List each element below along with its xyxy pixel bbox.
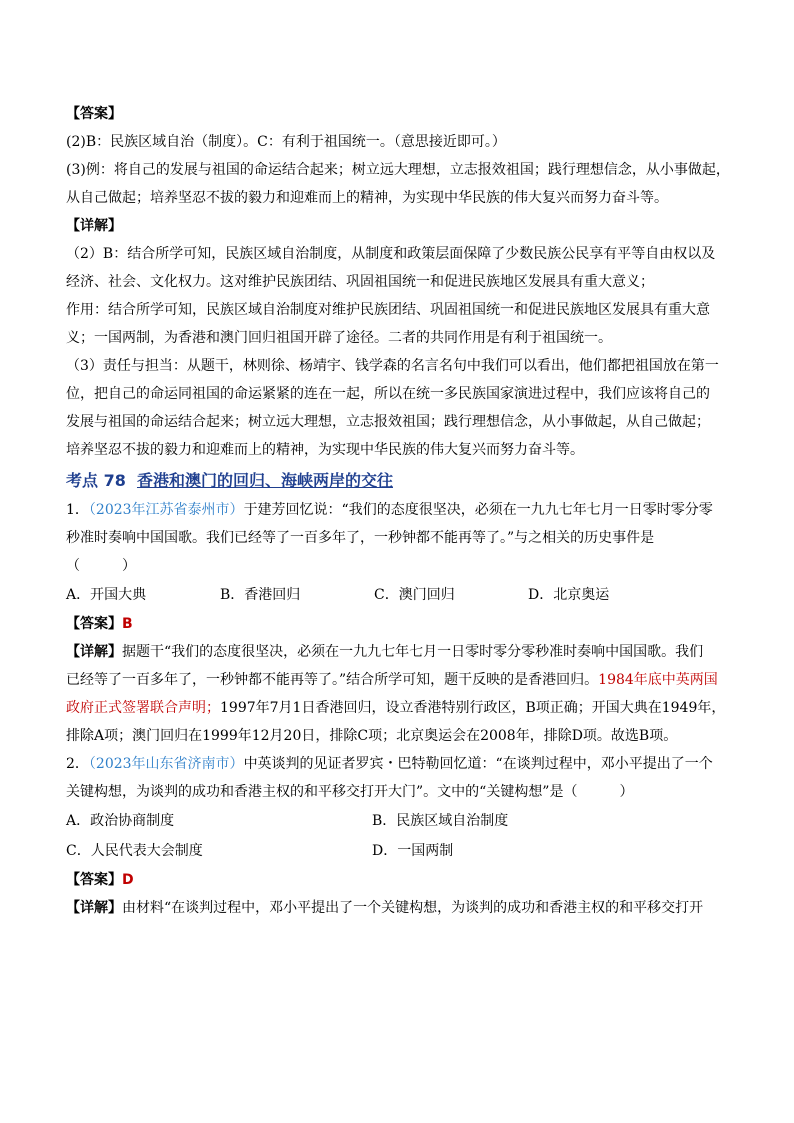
question-2-answer (66, 866, 730, 894)
detail-line (66, 666, 730, 694)
answer-tag: 【答案】 (66, 106, 122, 122)
question-2-options-row-1 (66, 806, 730, 836)
question-1-options (66, 580, 730, 610)
question-source: （2023年江苏省泰州市） (88, 502, 244, 518)
question-stem-text: 中英谈判的见证者罗宾・巴特勒回忆道：“在谈判过程中，邓小平提出了一个 (243, 756, 713, 772)
detail-tag: 【详解】 (66, 218, 122, 234)
option-b: B．民族区域自治制度 (372, 813, 509, 829)
detail-text: 已经等了一百多年了，一秒钟都不能再等了。”结合所学可知，题干反映的是香港回归。 (66, 672, 599, 688)
option-d: D．北京奥运 (528, 587, 610, 603)
question-2-detail (66, 894, 730, 922)
option-c: C．人民代表大会制度 (66, 843, 203, 859)
detail-line: （2）B：结合所学可知，民族区域自治制度，从制度和政策层面保障了少数民族公民享有平等自由权以及 (66, 246, 716, 262)
detail-line: 义；一国两制，为香港和澳门回归祖国开辟了途径。二者的共同作用是有利于祖国统一。 (66, 330, 612, 346)
option-a: A．开国大典 (66, 587, 147, 603)
detail-line: 发展与祖国的命运结合起来；树立远大理想，立志报效祖国；践行理想信念，从小事做起，从自己做起； (66, 414, 710, 430)
option-d: D．一国两制 (372, 843, 454, 859)
detail-text: 1997年7月1日香港回归，设立香港特别行政区，B项正确；开国大典在1949年， (220, 700, 726, 716)
section-title: 香港和澳门的回归、海峡两岸的交往 (136, 471, 393, 490)
question-stem-line: （ ） (66, 558, 136, 574)
question-1-detail (66, 638, 730, 666)
question-number: 1． (66, 502, 89, 518)
detail-line (66, 694, 730, 722)
question-stem-line: 关键构想，为谈判的成功和香港主权的和平移交打开大门”。文中的“关键构想”是（ ） (66, 784, 634, 800)
question-stem-text: 于建芳回忆说：“我们的态度很坚决，必须在一九九七年七月一日零时零分零 (243, 502, 713, 518)
document-content (66, 100, 730, 922)
section-heading (66, 466, 730, 496)
detail-text: 据题干“我们的态度很坚决，必须在一九九七年七月一日零时零分零秒准时奏响中国国歌。我们 (122, 644, 704, 660)
question-source: （2023年山东省济南市） (88, 756, 244, 772)
question-2-stem (66, 750, 730, 778)
question-1-stem (66, 496, 730, 524)
answer-line: 从自己做起；培养坚忍不拔的毅力和迎难而上的精神，为实现中华民族的伟大复兴而努力奋斗等。 (66, 190, 668, 206)
answer-value: B (122, 616, 133, 632)
answer-tag: 【答案】 (66, 616, 122, 632)
detail-line: （3）责任与担当：从题干，林则徐、杨靖宇、钱学森的名言名句中我们可以看出，他们都把祖国放在第一 (66, 358, 719, 374)
option-a: A．政治协商制度 (66, 813, 175, 829)
option-c: C．澳门回归 (374, 587, 455, 603)
question-2-options-row-2 (66, 836, 730, 866)
detail-highlight: 政府正式签署联合声明； (66, 700, 220, 716)
detail-line: 位，把自己的命运同祖国的命运紧紧的连在一起，所以在统一多民族国家演进过程中，我们应该将自己的 (66, 386, 710, 402)
question-number: 2． (66, 756, 89, 772)
detail-tag: 【详解】 (66, 900, 122, 916)
detail-line: 作用：结合所学可知，民族区域自治制度对维护民族团结、巩固祖国统一和促进民族地区发展具有重大意 (66, 302, 710, 318)
answer-line: (2)B：民族区域自治（制度）。C：有利于祖国统一。（意思接近即可。） (66, 134, 506, 150)
option-b: B．香港回归 (220, 587, 301, 603)
answer-value: D (122, 872, 134, 888)
question-1-answer (66, 610, 730, 638)
question-stem-line: 秒准时奏响中国国歌。我们已经等了一百多年了，一秒钟都不能再等了。”与之相关的历史事件是 (66, 530, 655, 546)
detail-highlight: 1984年底中英两国 (598, 672, 718, 688)
detail-text: 由材料“在谈判过程中，邓小平提出了一个关键构想，为谈判的成功和香港主权的和平移交打开 (122, 900, 704, 916)
detail-tag: 【详解】 (66, 644, 122, 660)
detail-line: 经济、社会、文化权力。这对维护民族团结、巩固祖国统一和促进民族地区发展具有重大意义； (66, 274, 654, 290)
answer-tag: 【答案】 (66, 872, 122, 888)
answer-line: (3)例：将自己的发展与祖国的命运结合起来；树立远大理想，立志报效祖国；践行理想信念，从小事做起， (66, 162, 730, 178)
section-label: 考点 78 (66, 471, 126, 490)
detail-line: 培养坚忍不拔的毅力和迎难而上的精神，为实现中华民族的伟大复兴而努力奋斗等。 (66, 442, 584, 458)
detail-line: 排除A项；澳门回归在1999年12月20日，排除C项；北京奥运会在2008年，排除D项。故选B项。 (66, 728, 678, 744)
